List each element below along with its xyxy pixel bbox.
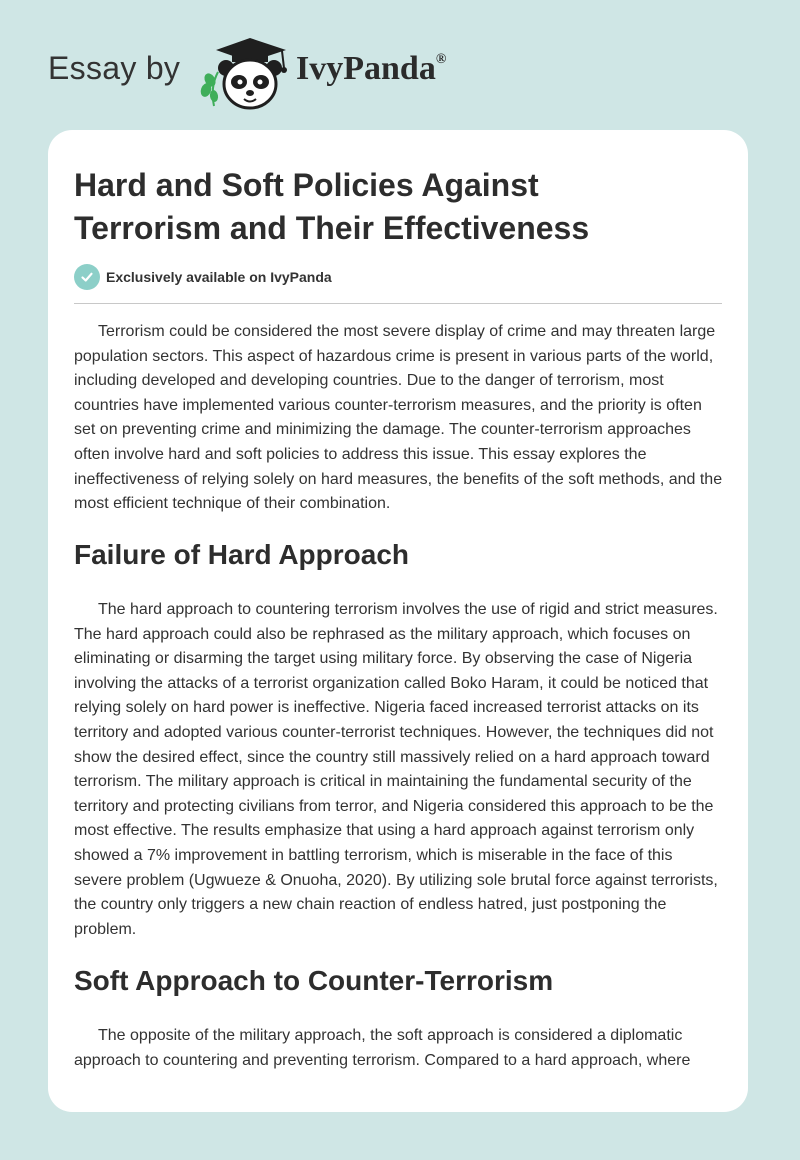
ivypanda-logo-icon[interactable] [196,32,292,112]
brand-text: IvyPanda [296,50,436,87]
exclusive-badge [74,263,332,291]
exclusive-badge-text: Exclusively available on IvyPanda [106,269,332,285]
registered-mark: ® [435,51,447,67]
divider [74,303,722,304]
intro-paragraph: Terrorism could be considered the most severe display of crime and may threaten large population sectors. This aspect of hazardous crime is present in various parts of the world, including developed and developing countries. Due to the danger of terrorism, most countries have implemented various counter-terrorism measures, and the priority is often set on preventing crime and minimizing the damage. The counter-terrorism approaches often involve hard and soft policies to address this issue. This essay explores the ineffectiveness of relying solely on hard measures, the benefits of the soft methods, and the most efficient technique of their combination. [74,323,723,513]
site-header [0,0,800,120]
brand-name[interactable] [296,50,446,88]
section-heading-soft-approach: Soft Approach to Counter-Terrorism [74,965,554,996]
essay-by-label: Essay by [48,50,181,86]
section-heading-hard-approach: Failure of Hard Approach [74,539,410,570]
section-body-soft-approach: The opposite of the military approach, the soft approach is considered a diplomatic approach to countering and preventing terrorism. Compared to a hard approach, where [74,1027,691,1069]
essay-title: Hard and Soft Policies Against Terrorism and Their Effectiveness [74,167,590,246]
essay-card [48,130,748,1112]
section-body-hard-approach: The hard approach to countering terrorism involves the use of rigid and strict measures. The hard approach could also be rephrased as the military approach, which focuses on eliminating or disarming the target using military force. By observing the case of Nigeria involving the attacks of a terrorist organization called Boko Haram, it could be noticed that relying solely on hard power is ineffective. Nigeria faced increased terrorist attacks on its territory and adopted various counter-terrorist techniques. However, the techniques did not show the desired effect, since the country still massively relied on a hard approach toward terrorism. The military approach is critical in maintaining the fundamental security of the territory and protecting civilians from terror, and Nigeria considered this approach to be the most effective. The results emphasize that using a hard approach against terrorism only showed a 7% improvement in battling terrorism, which is miserable in the face of this severe problem (Ugwueze & Onuoha, 2020). By utilizing sole brutal force against terrorists, the country only triggers a new chain reaction of endless hatred, just postponing the problem. [74,601,718,938]
checkmark-icon [74,264,100,290]
